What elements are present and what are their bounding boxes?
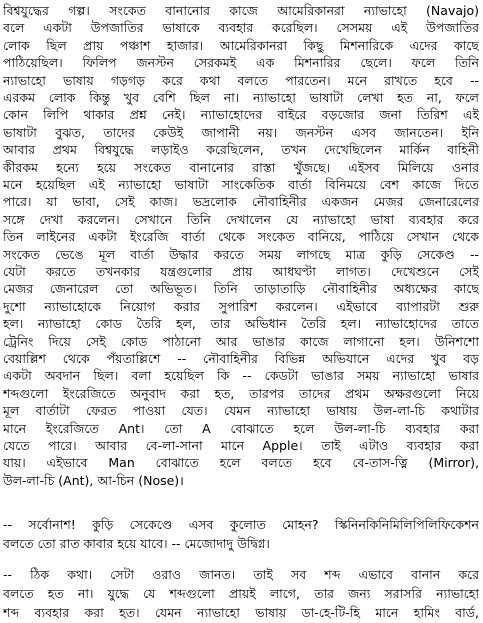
text-line: পাঠিয়েছিল। ফিলিপ জনস্টন সেরকমই এক মিশনারির ছেলে। ফলে তিনি: [3, 55, 479, 70]
text-line: যায়। এইভাবে Man বোঝাতে হলে বলতে হবে বে-তাস-ত্নি (Mirror),: [3, 455, 479, 470]
text-line: দুশো ন্যাভাহোকে নিয়োগ করার সুপারিশ করলেন। এইভাবে ব্যাপারটা শুরু: [3, 299, 479, 314]
text-line: পারে। যা ভাবা, সেই কাজ। ভদ্রলোক নৌবাহিনীর একজন মেজর জেনারেলের: [3, 194, 479, 209]
text-line: -- ঠিক কথা। সেটা ওরাও জানত। তাই সব শব্দ এভাবে বানান করে: [3, 567, 479, 582]
text-line: বিশ্বযুদ্ধের গল্প। সংকেত বানানোর কাজে আমেরিকানরা ন্যাভাহো (Navajo): [3, 3, 479, 18]
text-line: শব্দগুলো ইংরেজিতে অনুবাদ করা হত, তারপর তাদের প্রথম অক্ষরগুলো নিয়ে: [3, 386, 479, 401]
text-line: একটা অবদান ছিল। বলা হয়েছিল কি -- কেডটা ভাঙার সময় ন্যাভাহো ভাষার: [3, 368, 479, 383]
text-line: বলে একটা উপজাতির ভাষাকে ব্যবহার করেছিল। সেসময় এই উপজাতির: [3, 20, 479, 35]
text-line: মনে হয়েছিল এই ন্যাভাহো ভাষাটা সাংকেতিক বার্তা বিনিময়ে বেশ কাজে দিতে: [3, 177, 479, 192]
text-line: বলতে হত না। যুদ্ধে যে শব্দগুলো প্রায়ই লাগে, তার জন্য সরাসরি ন্যাভাহো: [3, 586, 479, 601]
text-line: যেটা করতে তখনকার যন্ত্রগুলোর প্রায় আধঘণ্টা লাগত। দেখেশুনে সেই: [3, 264, 479, 279]
text-line: ট্রেনিং দিয়ে সেই কোড পাঠানো আর ভাঙার কাজে লাগানো হল। উনিশশো: [3, 334, 479, 349]
text-line: কোন লিপি থাকার প্রশ্ন নেই। ন্যাভাহোদের বাইরে বড়জোর জনা তিরিশ এই: [3, 107, 479, 122]
text-line: -- সর্বোনাশ! কুড়ি সেকেণ্ডে এসব কুলোত মোহন? স্কিনিনকিনিমিলিপিলিফিকেশন: [3, 517, 479, 532]
text-line: সংকেত ভেঙে মূল বার্তা উদ্ধার করতে সময় লাগছে মাত্র কুড়ি সেকেণ্ড --: [3, 247, 479, 262]
text-line: মূল বার্তাটা ফেরত পাওয়া যেত। যেমন ন্যাভাহো ভাষায় উল-লা-চি কথাটার: [3, 403, 479, 418]
text-line: এরকম লোক কিন্তু খুব বেশি ছিল না। ন্যাভাহো ভাষাটা লেখা হত না, ফলে: [3, 90, 479, 105]
text-line: ভাষাটা বুঝত, তাদের কেউই জাপানী নয়। জনস্টন এসব জানতেন। ইনি: [3, 125, 479, 140]
text-line: আবার প্রথম বিশ্বযুদ্ধে লড়াইও করেছিলেন, তখন দেখেছিলেন মার্কিন বাহিনী: [3, 142, 479, 157]
text-line: বেয়াল্লিশ থেকে পঁয়তাল্লিশে -- নৌবাহিনীর বিভিন্ন অভিযানে এদের খুব বড়: [3, 351, 479, 366]
text-line: শব্দ ব্যবহার করা হত। যেমন ন্যাভাহো ভাষায় ডা-হে-টি-হি মানে হামিং বার্ড,: [3, 605, 479, 620]
text-line: মানে ইংরেজিতে Ant। তো A বোঝাতে হলে উল-লা-চি ব্যবহার করা: [3, 421, 479, 436]
text-line: কীরকম হন্যে হয়ে সংকেত বানানোর রাস্তা খুঁজছে। এইসব মিলিয়ে ওনার: [3, 160, 479, 175]
text-line: হল। ন্যাভাহো কোড তৈরি হল, তার অভিধান তৈরি হল। ন্যাভাহোদের তাতে: [3, 316, 479, 331]
text-line: তিন লাইনের একটা ইংরেজি বার্তা থেকে সংকেত বানিয়ে, পাঠিয়ে সেখান থেকে: [3, 229, 479, 244]
text-line: সঙ্গে দেখা করলেন। সেখানে তিনি দেখালেন যে ন্যাভাহো ভাষা ব্যবহার করে: [3, 212, 479, 227]
text-line: যেতে পারে। আবার বে-লা-সানা মানে Apple। তাই এটাও ব্যবহার করা: [3, 438, 479, 453]
text-line: মেজর জেনারেল তো অভিভূত। তিনি তাড়াতাড়ি নৌবাহিনীর অধ্যক্ষের কাছে: [3, 281, 479, 296]
text-line: ন্যাভাহো ভাষায় গড়গড় করে কথা বলতে পারতেন। মনে রাখতে হবে --: [3, 73, 479, 88]
text-line: উল-লা-চি (Ant), আ-চিন (Nose)।: [3, 473, 184, 488]
text-line: লোক ছিল প্রায় পঞ্চাশ হাজার। আমেরিকানরা কিছু মিশনারিকে এদের কাছে: [3, 38, 479, 53]
text-line: বলতে তো রাত কাবার হয়ে যাবে। -- মেজোদাদু উদ্বিগ্ন।: [3, 536, 270, 551]
